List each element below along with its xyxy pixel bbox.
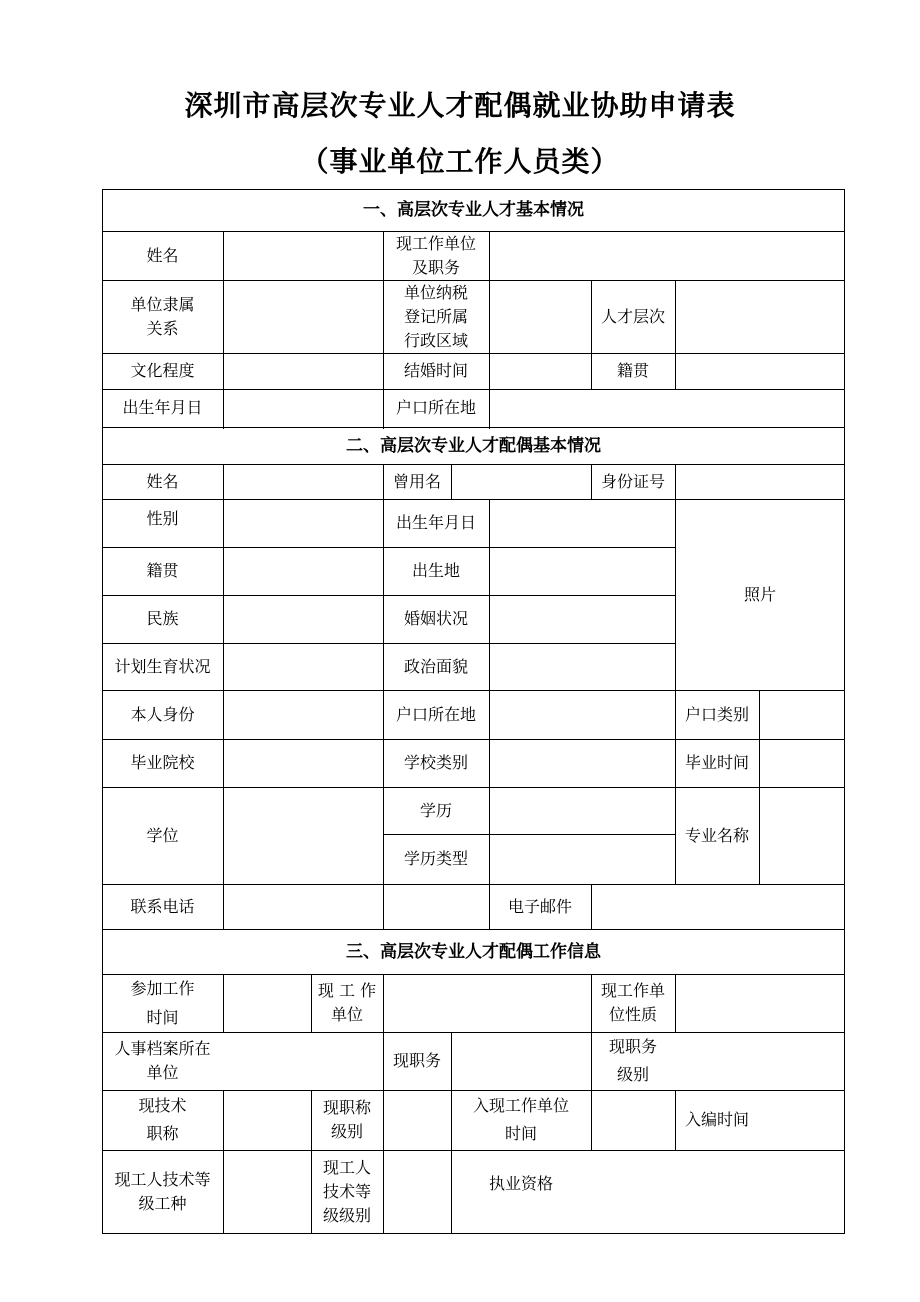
input-title-grade[interactable] bbox=[383, 1090, 451, 1150]
input-education-type[interactable] bbox=[489, 834, 675, 884]
section3-heading: 三、高层次专业人才配偶工作信息 bbox=[346, 941, 601, 962]
label-education-level: 文化程度 bbox=[130, 361, 195, 380]
label-personal-status: 本人身份 bbox=[130, 704, 195, 724]
input-personal-status[interactable] bbox=[223, 690, 383, 739]
input-spouse-native-place[interactable] bbox=[223, 547, 383, 595]
label-join-date: 入现工作单位 时间 bbox=[472, 1096, 569, 1143]
input-household-type[interactable] bbox=[759, 690, 845, 739]
input-gender[interactable] bbox=[223, 499, 383, 547]
label-graduated-school: 毕业院校 bbox=[130, 753, 195, 772]
input-former-name[interactable] bbox=[451, 464, 591, 499]
label-talent-birth-date: 出生年月日 bbox=[122, 398, 203, 417]
label-degree: 学位 bbox=[146, 825, 179, 845]
input-education-level[interactable] bbox=[223, 353, 383, 389]
input-marital-status[interactable] bbox=[489, 595, 675, 643]
input-graduated-school[interactable] bbox=[223, 739, 383, 787]
label-unit-nature: 现工作单 位性质 bbox=[600, 981, 665, 1024]
label-talent-native-place: 籍贯 bbox=[616, 361, 649, 380]
label-marital-status: 婚姻状况 bbox=[403, 609, 468, 628]
input-education[interactable] bbox=[489, 787, 675, 834]
section1-heading: 一、高层次专业人才基本情况 bbox=[363, 200, 584, 220]
label-family-planning: 计划生育状况 bbox=[114, 656, 211, 676]
label-major-name: 专业名称 bbox=[684, 825, 749, 845]
input-graduation-date[interactable] bbox=[759, 739, 845, 787]
label-school-type: 学校类别 bbox=[403, 753, 468, 772]
form-title: 深圳市高层次专业人才配偶就业协助申请表 bbox=[184, 89, 736, 122]
input-establishment-date[interactable] bbox=[759, 1090, 845, 1150]
input-talent-level[interactable] bbox=[675, 280, 845, 353]
label-ethnicity: 民族 bbox=[146, 609, 179, 628]
input-worker-tech-grade[interactable] bbox=[383, 1150, 451, 1233]
input-personnel-file-unit[interactable] bbox=[223, 1032, 383, 1090]
label-talent-level: 人才层次 bbox=[600, 306, 665, 326]
input-political-status[interactable] bbox=[489, 643, 675, 690]
label-technical-title: 现技术 职称 bbox=[138, 1096, 187, 1143]
input-spouse-household[interactable] bbox=[489, 690, 675, 739]
label-spouse-birth-date: 出生年月日 bbox=[395, 513, 476, 532]
label-title-grade: 现职称 级别 bbox=[322, 1098, 371, 1141]
input-school-type[interactable] bbox=[489, 739, 675, 787]
input-talent-birth-date[interactable] bbox=[223, 389, 383, 427]
input-work-start-date[interactable] bbox=[223, 974, 311, 1032]
label-gender: 性别 bbox=[146, 509, 179, 528]
label-phone: 联系电话 bbox=[130, 896, 195, 916]
label-id-number: 身份证号 bbox=[600, 471, 665, 491]
label-former-name: 曾用名 bbox=[392, 471, 441, 491]
label-unit-affiliation: 单位隶属 关系 bbox=[130, 294, 195, 338]
input-birthplace[interactable] bbox=[489, 547, 675, 595]
label-worker-tech-grade-type: 现工人技术等 级工种 bbox=[114, 1169, 211, 1213]
label-practice-qualification: 执业资格 bbox=[488, 1174, 553, 1193]
input-unit-affiliation[interactable] bbox=[223, 280, 383, 353]
input-talent-name[interactable] bbox=[223, 231, 383, 280]
label-worker-tech-grade: 现工人 技术等 级级别 bbox=[322, 1157, 371, 1225]
label-tax-registration-district: 单位纳税 登记所属 行政区域 bbox=[403, 282, 468, 350]
application-form-table bbox=[102, 189, 845, 1234]
photo-box[interactable]: 照片 bbox=[743, 584, 776, 604]
input-degree[interactable] bbox=[223, 787, 383, 884]
label-talent-household: 户口所在地 bbox=[395, 398, 476, 417]
label-education-type: 学历类型 bbox=[403, 849, 468, 868]
label-current-position: 现职务 bbox=[392, 1051, 441, 1070]
input-major-name[interactable] bbox=[759, 787, 845, 884]
label-current-unit: 现 工 作 单位 bbox=[317, 981, 377, 1024]
input-technical-title[interactable] bbox=[223, 1090, 311, 1150]
label-current-unit-position: 现工作单位 及职务 bbox=[395, 233, 476, 277]
input-talent-native-place[interactable] bbox=[675, 353, 845, 389]
input-spouse-name[interactable] bbox=[223, 464, 383, 499]
input-current-unit-position[interactable] bbox=[489, 231, 845, 280]
label-graduation-date: 毕业时间 bbox=[684, 753, 749, 772]
label-birthplace: 出生地 bbox=[411, 561, 460, 580]
label-establishment-date: 入编时间 bbox=[685, 1110, 750, 1129]
label-personnel-file-unit-text: 人事档案所在 单位 bbox=[114, 1039, 211, 1082]
label-household-type: 户口类别 bbox=[684, 704, 749, 724]
input-current-unit[interactable] bbox=[383, 974, 591, 1032]
label-marriage-date: 结婚时间 bbox=[403, 361, 468, 380]
input-position-grade[interactable] bbox=[675, 1032, 845, 1090]
label-education: 学历 bbox=[419, 800, 452, 820]
input-spouse-birth-date[interactable] bbox=[489, 499, 675, 547]
input-join-date[interactable] bbox=[591, 1090, 675, 1150]
input-tax-registration-district[interactable] bbox=[489, 280, 591, 353]
input-phone[interactable] bbox=[223, 884, 489, 929]
label-talent-name: 姓名 bbox=[146, 245, 179, 265]
label-spouse-name: 姓名 bbox=[146, 471, 179, 491]
input-id-number[interactable] bbox=[675, 464, 845, 499]
input-worker-tech-grade-type[interactable] bbox=[223, 1150, 311, 1233]
label-position-grade: 现职务 级别 bbox=[608, 1037, 657, 1084]
input-talent-household[interactable] bbox=[489, 389, 845, 427]
input-ethnicity[interactable] bbox=[223, 595, 383, 643]
section2-heading: 二、高层次专业人才配偶基本情况 bbox=[346, 435, 601, 456]
label-spouse-native-place: 籍贯 bbox=[146, 561, 179, 580]
label-work-start-date: 参加工作 时间 bbox=[130, 979, 195, 1027]
input-practice-qualification[interactable] bbox=[591, 1150, 845, 1233]
input-marriage-date[interactable] bbox=[489, 353, 591, 389]
input-current-position[interactable] bbox=[451, 1032, 591, 1090]
form-subtitle: （事业单位工作人员类） bbox=[300, 145, 620, 178]
input-family-planning[interactable] bbox=[223, 643, 383, 690]
input-unit-nature[interactable] bbox=[675, 974, 845, 1032]
label-spouse-household: 户口所在地 bbox=[395, 704, 476, 724]
label-political-status: 政治面貌 bbox=[403, 656, 468, 676]
label-email: 电子邮件 bbox=[507, 896, 572, 916]
input-email[interactable] bbox=[591, 884, 845, 929]
